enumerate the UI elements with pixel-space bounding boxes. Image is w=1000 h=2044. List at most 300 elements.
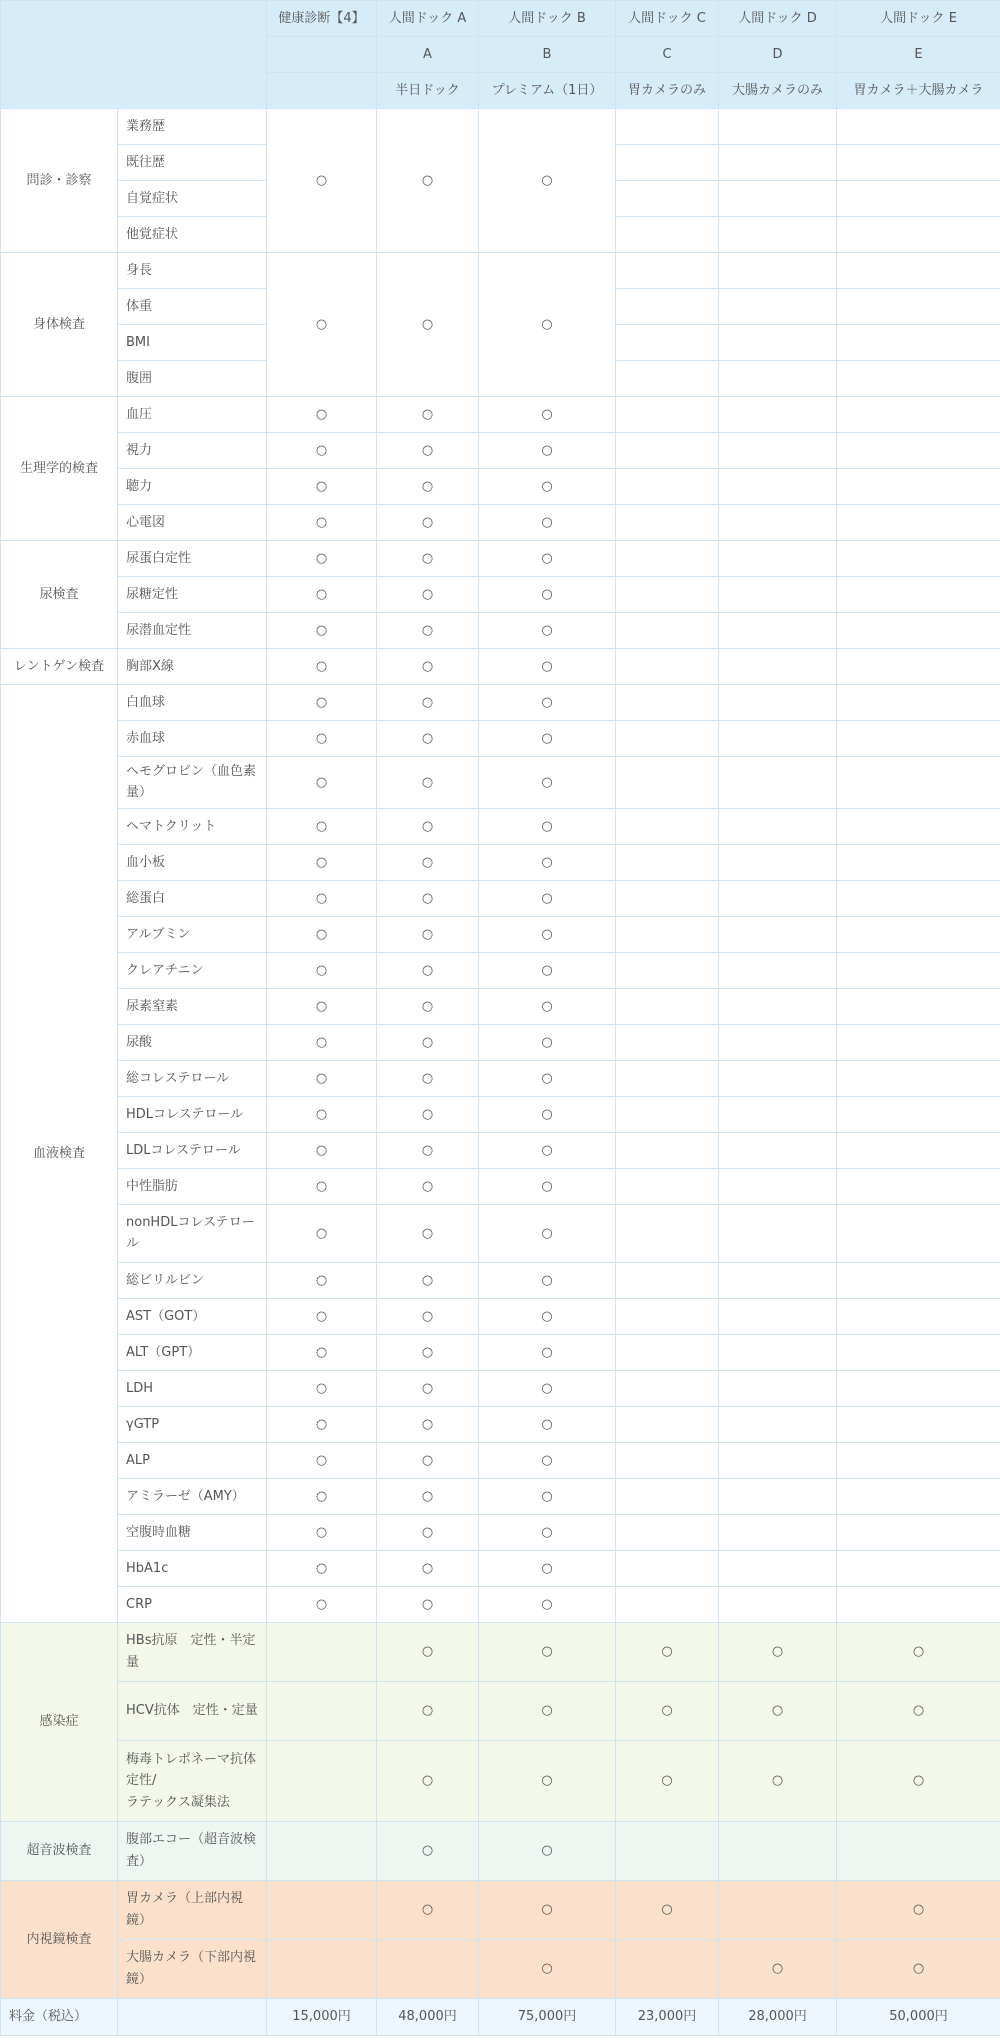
table-row (1, 613, 1000, 649)
category-label: 身体検査 (1, 253, 118, 397)
plan-mark-cell (837, 1060, 1000, 1096)
plan-mark-cell: ○ (377, 109, 479, 253)
plan-mark-cell (837, 1442, 1000, 1478)
plan-mark-cell: ○ (479, 433, 616, 469)
table-footer (1, 1998, 1000, 2035)
plan-mark-cell (616, 541, 719, 577)
plan-mark-cell: ○ (377, 1262, 479, 1298)
plan-mark-cell: ○ (267, 109, 377, 253)
plan-mark-cell (616, 1168, 719, 1204)
item-label: ALP (118, 1442, 267, 1478)
plan-mark-cell: ○ (479, 685, 616, 721)
plan-mark-cell (837, 577, 1000, 613)
item-label: LDLコレステロール (118, 1132, 267, 1168)
plan-mark-cell: ○ (267, 1370, 377, 1406)
plan-name-header: 健康診断【4】 (267, 1, 377, 37)
plan-mark-cell: ○ (267, 685, 377, 721)
plan-mark-cell: ○ (837, 1880, 1000, 1939)
item-label: CRP (118, 1586, 267, 1622)
table-row (1, 1024, 1000, 1060)
item-label: 業務歴 (118, 109, 267, 145)
plan-mark-cell: ○ (377, 1514, 479, 1550)
plan-mark-cell: ○ (267, 1096, 377, 1132)
plan-mark-cell: ○ (837, 1681, 1000, 1740)
plan-mark-cell (719, 1096, 837, 1132)
table-row (1, 952, 1000, 988)
plan-desc-header: 半日ドック (377, 73, 479, 109)
item-label: 中性脂肪 (118, 1168, 267, 1204)
table-row (1, 1262, 1000, 1298)
plan-mark-cell (616, 1442, 719, 1478)
plan-mark-cell (837, 757, 1000, 809)
plan-mark-cell (719, 1478, 837, 1514)
table-row (1, 1406, 1000, 1442)
plan-mark-cell: ○ (616, 1880, 719, 1939)
plan-mark-cell: ○ (479, 397, 616, 433)
plan-mark-cell (616, 253, 719, 289)
plan-mark-cell: ○ (377, 1298, 479, 1334)
plan-mark-cell: ○ (267, 1060, 377, 1096)
plan-mark-cell (616, 1060, 719, 1096)
plan-mark-cell (837, 988, 1000, 1024)
plan-mark-cell: ○ (479, 1132, 616, 1168)
plan-mark-cell: ○ (267, 1334, 377, 1370)
item-label: 尿糖定性 (118, 577, 267, 613)
plan-mark-cell (837, 361, 1000, 397)
item-label: ヘマトクリット (118, 808, 267, 844)
plan-mark-cell: ○ (377, 1406, 479, 1442)
table-row (1, 1880, 1000, 1939)
item-label: AST（GOT） (118, 1298, 267, 1334)
plan-mark-cell: ○ (267, 952, 377, 988)
plan-mark-cell (616, 505, 719, 541)
plan-mark-cell: ○ (719, 1681, 837, 1740)
plan-mark-cell (719, 217, 837, 253)
plan-mark-cell (616, 649, 719, 685)
plan-mark-cell (719, 1060, 837, 1096)
plan-mark-cell (837, 541, 1000, 577)
plan-mark-cell: ○ (377, 1168, 479, 1204)
plan-mark-cell: ○ (479, 1262, 616, 1298)
plan-mark-cell: ○ (267, 433, 377, 469)
plan-mark-cell: ○ (267, 397, 377, 433)
plan-mark-cell (719, 1298, 837, 1334)
plan-mark-cell (616, 1204, 719, 1262)
table-header (1, 1, 1000, 109)
table-row (1, 1550, 1000, 1586)
item-label: 総ビリルビン (118, 1262, 267, 1298)
plan-mark-cell (837, 649, 1000, 685)
table-row (1, 577, 1000, 613)
table-row (1, 1622, 1000, 1681)
item-label: 胃カメラ（上部内視鏡） (118, 1880, 267, 1939)
plan-mark-cell (616, 361, 719, 397)
plan-mark-cell (267, 1939, 377, 1998)
plan-mark-cell: ○ (267, 916, 377, 952)
plan-mark-cell: ○ (377, 1024, 479, 1060)
plan-mark-cell (837, 253, 1000, 289)
category-label: 血液検査 (1, 685, 118, 1623)
plan-mark-cell (719, 181, 837, 217)
plan-mark-cell (616, 1821, 719, 1880)
plan-mark-cell: ○ (479, 1060, 616, 1096)
plan-mark-cell (616, 217, 719, 253)
plan-mark-cell: ○ (377, 1681, 479, 1740)
plan-mark-cell (719, 1204, 837, 1262)
item-label: 自覚症状 (118, 181, 267, 217)
plan-mark-cell (837, 1370, 1000, 1406)
table-row (1, 397, 1000, 433)
plan-mark-cell (837, 1262, 1000, 1298)
plan-mark-cell: ○ (479, 505, 616, 541)
plan-mark-cell (837, 916, 1000, 952)
table-row (1, 1514, 1000, 1550)
plan-mark-cell: ○ (267, 880, 377, 916)
plan-mark-cell: ○ (719, 1939, 837, 1998)
plan-mark-cell: ○ (267, 1204, 377, 1262)
table-row (1, 1334, 1000, 1370)
plan-mark-cell: ○ (377, 880, 479, 916)
plan-mark-cell (616, 844, 719, 880)
table-row (1, 433, 1000, 469)
plan-mark-cell: ○ (479, 1406, 616, 1442)
plan-desc-header (267, 73, 377, 109)
plan-mark-cell: ○ (377, 1096, 479, 1132)
plan-mark-cell (719, 577, 837, 613)
plan-mark-cell (616, 325, 719, 361)
plan-mark-cell: ○ (479, 916, 616, 952)
plan-mark-cell (719, 880, 837, 916)
plan-mark-cell (616, 1096, 719, 1132)
plan-code-header: B (479, 37, 616, 73)
item-label: 尿酸 (118, 1024, 267, 1060)
plan-mark-cell (837, 1514, 1000, 1550)
plan-mark-cell: ○ (377, 808, 479, 844)
plan-desc-header: 大腸カメラのみ (719, 73, 837, 109)
plan-mark-cell: ○ (377, 685, 479, 721)
plan-mark-cell: ○ (267, 757, 377, 809)
plan-mark-cell: ○ (267, 844, 377, 880)
plan-mark-cell (616, 1514, 719, 1550)
plan-mark-cell (616, 1406, 719, 1442)
plan-mark-cell (616, 952, 719, 988)
table-row (1, 1168, 1000, 1204)
plan-mark-cell (616, 808, 719, 844)
item-label: 既往歴 (118, 145, 267, 181)
plan-mark-cell: ○ (479, 1880, 616, 1939)
plan-mark-cell (719, 1334, 837, 1370)
plan-mark-cell (837, 325, 1000, 361)
plan-mark-cell: ○ (479, 1550, 616, 1586)
fee-value: 15,000円 (267, 1998, 377, 2035)
plan-mark-cell: ○ (267, 1168, 377, 1204)
plan-mark-cell: ○ (479, 649, 616, 685)
plan-mark-cell (837, 1298, 1000, 1334)
category-label: レントゲン検査 (1, 649, 118, 685)
plan-mark-cell (616, 145, 719, 181)
plan-mark-cell: ○ (479, 613, 616, 649)
plan-mark-cell: ○ (267, 577, 377, 613)
plan-mark-cell: ○ (377, 1478, 479, 1514)
plan-mark-cell: ○ (267, 1442, 377, 1478)
plan-mark-cell: ○ (267, 808, 377, 844)
plan-mark-cell: ○ (377, 1370, 479, 1406)
plan-mark-cell: ○ (479, 469, 616, 505)
plan-mark-cell (616, 577, 719, 613)
plan-mark-cell: ○ (377, 916, 479, 952)
plan-mark-cell: ○ (719, 1622, 837, 1681)
table-row (1, 1586, 1000, 1622)
table-row (1, 844, 1000, 880)
table-row (1, 988, 1000, 1024)
plan-mark-cell: ○ (479, 1334, 616, 1370)
plan-name-header: 人間ドック B (479, 1, 616, 37)
plan-mark-cell: ○ (377, 757, 479, 809)
plan-mark-cell (837, 952, 1000, 988)
header-corner (1, 1, 267, 109)
plan-mark-cell (719, 289, 837, 325)
item-label: 尿蛋白定性 (118, 541, 267, 577)
plan-code-header: D (719, 37, 837, 73)
plan-mark-cell: ○ (479, 1681, 616, 1740)
table-row (1, 649, 1000, 685)
table-row (1, 109, 1000, 145)
item-label: 空腹時血糖 (118, 1514, 267, 1550)
plan-desc-header: プレミアム（1日） (479, 73, 616, 109)
plan-mark-cell (616, 880, 719, 916)
table-row (1, 1204, 1000, 1262)
plan-mark-cell (719, 1168, 837, 1204)
item-label: nonHDLコレステロール (118, 1204, 267, 1262)
plan-mark-cell: ○ (479, 1622, 616, 1681)
plan-mark-cell (837, 1024, 1000, 1060)
plan-mark-cell: ○ (377, 1060, 479, 1096)
plan-mark-cell (837, 1586, 1000, 1622)
plan-mark-cell (719, 1550, 837, 1586)
plan-mark-cell (616, 1298, 719, 1334)
plan-mark-cell (719, 649, 837, 685)
plan-mark-cell: ○ (479, 1740, 616, 1821)
plan-name-header: 人間ドック E (837, 1, 1000, 37)
plan-mark-cell: ○ (377, 541, 479, 577)
plan-mark-cell: ○ (377, 1586, 479, 1622)
plan-mark-cell: ○ (267, 1132, 377, 1168)
plan-mark-cell: ○ (837, 1939, 1000, 1998)
item-label: 視力 (118, 433, 267, 469)
plan-mark-cell (616, 181, 719, 217)
plan-mark-cell: ○ (377, 1740, 479, 1821)
plan-mark-cell (719, 109, 837, 145)
plan-mark-cell: ○ (377, 952, 479, 988)
plan-mark-cell: ○ (479, 541, 616, 577)
plan-mark-cell (837, 289, 1000, 325)
plan-mark-cell (616, 433, 719, 469)
plan-mark-cell: ○ (377, 1880, 479, 1939)
item-label: アルブミン (118, 916, 267, 952)
table-row (1, 916, 1000, 952)
plan-mark-cell (837, 1204, 1000, 1262)
plan-mark-cell: ○ (377, 988, 479, 1024)
plan-mark-cell: ○ (377, 1204, 479, 1262)
plan-mark-cell (837, 1334, 1000, 1370)
plan-mark-cell (719, 325, 837, 361)
plan-mark-cell (837, 109, 1000, 145)
plan-mark-cell: ○ (267, 469, 377, 505)
plan-mark-cell: ○ (479, 1821, 616, 1880)
plan-mark-cell: ○ (616, 1622, 719, 1681)
plan-mark-cell (719, 505, 837, 541)
plan-name-header: 人間ドック C (616, 1, 719, 37)
item-label: LDH (118, 1370, 267, 1406)
item-label: HBs抗原 定性・半定量 (118, 1622, 267, 1681)
plan-mark-cell (719, 1132, 837, 1168)
plan-mark-cell (719, 844, 837, 880)
plan-mark-cell (616, 988, 719, 1024)
plan-mark-cell (616, 1334, 719, 1370)
plan-name-header: 人間ドック D (719, 1, 837, 37)
plan-mark-cell: ○ (267, 613, 377, 649)
fee-label: 料金（税込） (1, 1998, 118, 2035)
item-label: 総蛋白 (118, 880, 267, 916)
table-row (1, 541, 1000, 577)
table-row (1, 1096, 1000, 1132)
plan-mark-cell: ○ (837, 1622, 1000, 1681)
item-label: γGTP (118, 1406, 267, 1442)
item-label: 梅毒トレポネーマ抗体定性/ ラテックス凝集法 (118, 1740, 267, 1821)
fee-spacer (118, 1998, 267, 2035)
plan-mark-cell (719, 433, 837, 469)
plan-mark-cell: ○ (479, 1442, 616, 1478)
plan-mark-cell (837, 1132, 1000, 1168)
plan-mark-cell (616, 397, 719, 433)
plan-mark-cell (616, 916, 719, 952)
plan-mark-cell: ○ (377, 505, 479, 541)
plan-mark-cell: ○ (479, 721, 616, 757)
plan-mark-cell (267, 1622, 377, 1681)
fee-value: 48,000円 (377, 1998, 479, 2035)
plan-mark-cell (837, 1406, 1000, 1442)
plan-mark-cell: ○ (267, 1586, 377, 1622)
plan-mark-cell (719, 145, 837, 181)
table-row (1, 253, 1000, 289)
table-row (1, 1478, 1000, 1514)
item-label: 腹部エコー（超音波検査） (118, 1821, 267, 1880)
item-label: 赤血球 (118, 721, 267, 757)
plan-mark-cell (719, 808, 837, 844)
plan-mark-cell: ○ (377, 469, 479, 505)
plan-mark-cell: ○ (837, 1740, 1000, 1821)
table-body (1, 109, 1000, 1999)
plan-mark-cell (719, 757, 837, 809)
plan-mark-cell: ○ (377, 433, 479, 469)
plan-mark-cell: ○ (377, 253, 479, 397)
item-label: 白血球 (118, 685, 267, 721)
plan-mark-cell (837, 685, 1000, 721)
plan-code-header (267, 37, 377, 73)
table-row (1, 1298, 1000, 1334)
plan-mark-cell: ○ (377, 1132, 479, 1168)
plan-mark-cell (267, 1681, 377, 1740)
item-label: BMI (118, 325, 267, 361)
plan-mark-cell (616, 1024, 719, 1060)
plan-mark-cell: ○ (377, 577, 479, 613)
plan-mark-cell (616, 1478, 719, 1514)
table-row (1, 1681, 1000, 1740)
plan-mark-cell (837, 1821, 1000, 1880)
plan-mark-cell (719, 1442, 837, 1478)
plan-mark-cell: ○ (479, 844, 616, 880)
plan-mark-cell (616, 1586, 719, 1622)
plan-mark-cell (616, 1132, 719, 1168)
fee-value: 23,000円 (616, 1998, 719, 2035)
table-row (1, 721, 1000, 757)
item-label: 他覚症状 (118, 217, 267, 253)
item-label: HCV抗体 定性・定量 (118, 1681, 267, 1740)
plan-mark-cell: ○ (479, 109, 616, 253)
table-row (1, 757, 1000, 809)
plan-mark-cell: ○ (479, 1586, 616, 1622)
plan-mark-cell (616, 685, 719, 721)
plan-mark-cell (837, 844, 1000, 880)
item-label: 総コレステロール (118, 1060, 267, 1096)
item-label: 腹囲 (118, 361, 267, 397)
plan-mark-cell: ○ (377, 1550, 479, 1586)
plan-mark-cell (719, 685, 837, 721)
item-label: HDLコレステロール (118, 1096, 267, 1132)
plan-mark-cell (616, 721, 719, 757)
table-row (1, 505, 1000, 541)
plan-mark-cell (719, 988, 837, 1024)
plan-mark-cell (719, 952, 837, 988)
plan-mark-cell (837, 181, 1000, 217)
plan-mark-cell (719, 469, 837, 505)
plan-mark-cell (719, 721, 837, 757)
plan-mark-cell (719, 1586, 837, 1622)
category-label: 超音波検査 (1, 1821, 118, 1880)
category-label: 生理学的検査 (1, 397, 118, 541)
plan-mark-cell (616, 1939, 719, 1998)
plan-mark-cell (616, 469, 719, 505)
plan-mark-cell: ○ (479, 1168, 616, 1204)
plan-mark-cell (837, 1168, 1000, 1204)
plan-mark-cell (616, 1262, 719, 1298)
table-row (1, 469, 1000, 505)
item-label: 尿素窒素 (118, 988, 267, 1024)
item-label: 血小板 (118, 844, 267, 880)
plan-mark-cell (837, 808, 1000, 844)
plan-mark-cell (616, 1550, 719, 1586)
item-label: 尿潜血定性 (118, 613, 267, 649)
plan-mark-cell: ○ (479, 988, 616, 1024)
plan-mark-cell (616, 757, 719, 809)
plan-mark-cell (719, 916, 837, 952)
plan-mark-cell (837, 469, 1000, 505)
item-label: ヘモグロビン（血色素量） (118, 757, 267, 809)
item-label: 体重 (118, 289, 267, 325)
item-label: HbA1c (118, 1550, 267, 1586)
table-row (1, 685, 1000, 721)
plan-mark-cell: ○ (479, 808, 616, 844)
plan-mark-cell: ○ (479, 1514, 616, 1550)
plan-mark-cell: ○ (479, 757, 616, 809)
plan-mark-cell: ○ (267, 541, 377, 577)
plan-desc-header: 胃カメラのみ (616, 73, 719, 109)
plan-mark-cell: ○ (377, 397, 479, 433)
plan-mark-cell (267, 1821, 377, 1880)
table-row (1, 1740, 1000, 1821)
category-label: 問診・診察 (1, 109, 118, 253)
plan-mark-cell: ○ (267, 1024, 377, 1060)
